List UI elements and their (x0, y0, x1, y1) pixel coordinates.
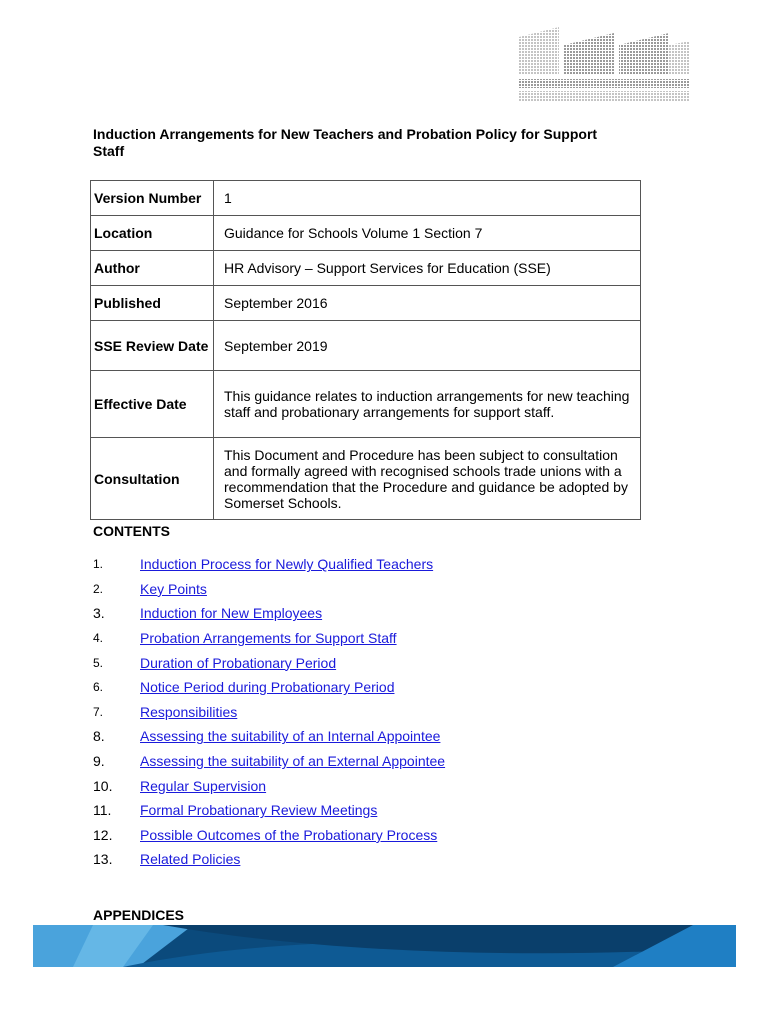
row-value-review-date: September 2019 (214, 321, 641, 371)
toc-item (93, 798, 445, 823)
toc-item (93, 601, 445, 626)
row-value-consultation: This Document and Procedure has been subject to consultation and formally agreed with recognised schools trade unions with a recommendation that the Procedure and guidance be adopted by Somerset Schools. (214, 438, 641, 520)
row-value-published: September 2016 (214, 286, 641, 321)
toc-link[interactable]: Induction Process for Newly Qualified Teachers (140, 556, 434, 573)
toc-number: 12. (93, 826, 113, 843)
appendices-heading: APPENDICES (93, 907, 185, 923)
toc-link[interactable]: Formal Probationary Review Meetings (140, 802, 378, 819)
table-row (91, 181, 641, 216)
toc-number: 6. (93, 680, 104, 695)
row-value-author: HR Advisory – Support Services for Education (SSE) (214, 251, 641, 286)
row-value-version: 1 (214, 181, 641, 216)
toc-item (93, 577, 445, 602)
toc-item (93, 675, 445, 700)
row-value-effective-date: This guidance relates to induction arrangements for new teaching staff and probationary arrangements for support staff. (214, 371, 641, 438)
toc-number: 3. (93, 605, 105, 622)
toc-link[interactable]: Duration of Probationary Period (140, 654, 337, 671)
row-value-location: Guidance for Schools Volume 1 Section 7 (214, 216, 641, 251)
table-row (91, 321, 641, 371)
row-label-consultation: Consultation (91, 438, 214, 520)
row-label-published: Published (91, 286, 214, 321)
sse-buildings-logo (519, 27, 690, 102)
toc-link[interactable]: Assessing the suitability of an External Appointee (140, 753, 446, 770)
toc-link[interactable]: Responsibilities (140, 703, 238, 720)
toc-item (93, 700, 445, 725)
toc-number: 7. (93, 704, 104, 719)
toc-link[interactable]: Assessing the suitability of an Internal Appointee (140, 728, 441, 745)
toc-number: 10. (93, 777, 113, 794)
toc-number: 8. (93, 728, 105, 745)
row-label-review-date: SSE Review Date (91, 321, 214, 371)
row-label-author: Author (91, 251, 214, 286)
toc-number: 4. (93, 631, 104, 646)
row-label-version: Version Number (91, 181, 214, 216)
toc-number: 5. (93, 655, 104, 670)
toc-number: 1. (93, 557, 104, 572)
table-row (91, 438, 641, 520)
toc-item (93, 650, 445, 675)
toc-item (93, 823, 445, 848)
toc-item (93, 552, 445, 577)
table-row (91, 371, 641, 438)
toc-link[interactable]: Possible Outcomes of the Probationary Process (140, 826, 438, 843)
table-row (91, 216, 641, 251)
toc-number: 9. (93, 753, 105, 770)
toc-number: 13. (93, 851, 113, 868)
toc-item (93, 773, 445, 798)
document-info-table (90, 180, 641, 520)
toc-link[interactable]: Induction for New Employees (140, 605, 323, 622)
table-row (91, 251, 641, 286)
row-label-location: Location (91, 216, 214, 251)
contents-heading: CONTENTS (93, 523, 170, 539)
toc-link[interactable]: Key Points (140, 580, 207, 597)
toc-link[interactable]: Notice Period during Probationary Period (140, 679, 395, 696)
toc-link[interactable]: Regular Supervision (140, 777, 267, 794)
document-title: Induction Arrangements for New Teachers and Probation Policy for Support Staff (93, 126, 598, 159)
toc-link[interactable]: Related Policies (140, 851, 241, 868)
toc-item (93, 749, 445, 774)
toc-link[interactable]: Probation Arrangements for Support Staff (140, 630, 397, 647)
table-row (91, 286, 641, 321)
toc-item (93, 724, 445, 749)
row-label-effective-date: Effective Date (91, 371, 214, 438)
toc-number: 11. (93, 802, 112, 819)
footer-wave-banner (33, 925, 736, 967)
toc-item (93, 847, 445, 872)
toc-item (93, 626, 445, 651)
toc-number: 2. (93, 581, 104, 596)
table-of-contents (93, 552, 445, 872)
